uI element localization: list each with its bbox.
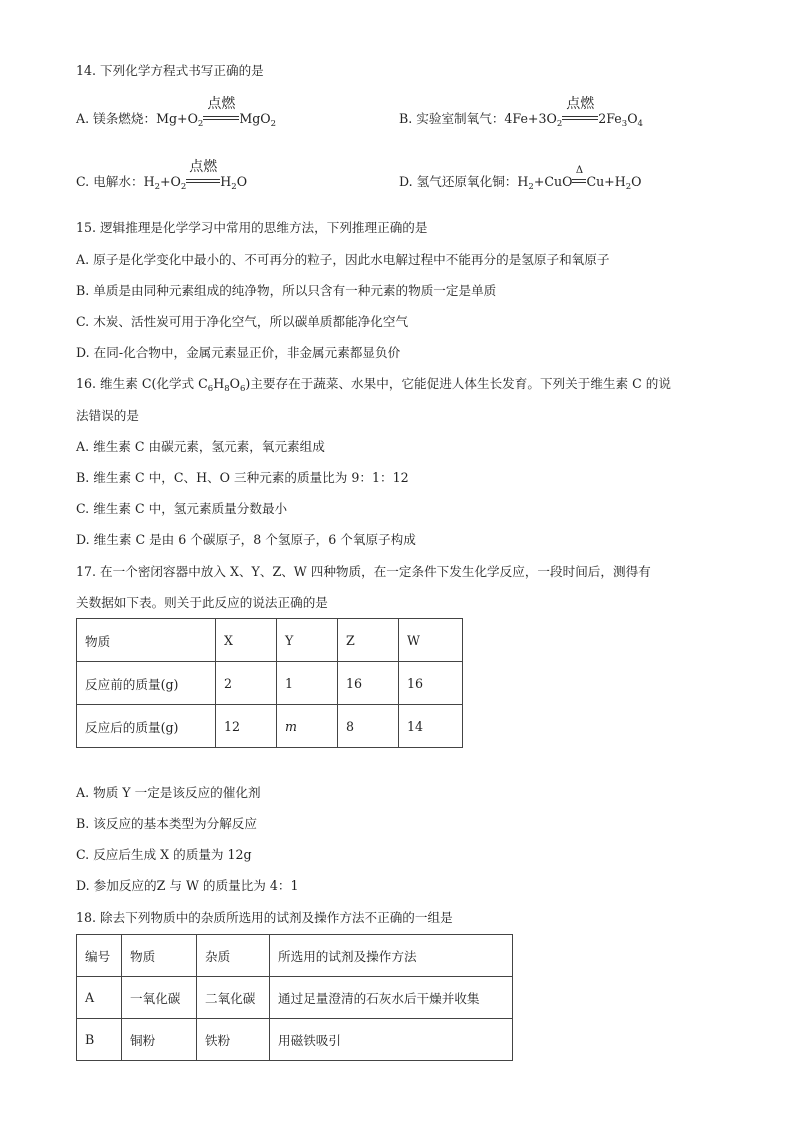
table-cell: 一氧化碳 [122, 977, 197, 1019]
q14-option-b: B. 实验室制氧气：$4Fe+3O_2$ 点燃 $2Fe_3O_4$ [399, 96, 643, 129]
q17-option-a: A. 物质 Y 一定是该反应的催化剂 [76, 785, 261, 800]
table-cell: B [77, 1019, 122, 1061]
q17-option-b: B. 该反应的基本类型为分解反应 [76, 816, 257, 831]
table-cell: Z [338, 619, 399, 662]
q15-stem: 15. 逻辑推理是化学学习中常用的思维方法，下列推理正确的是 [76, 220, 428, 235]
q16-option-d: D. 维生素 C 是由 6 个碳原子，8 个氢原子，6 个氧原子构成 [76, 532, 416, 547]
q18-table [76, 934, 513, 1061]
q17-option-d: D. 参加反应的Z 与 W 的质量比为 4：1 [76, 878, 299, 893]
table-header-row [77, 935, 513, 977]
table-cell: 所选用的试剂及操作方法 [270, 935, 513, 977]
q17-stem-cont: 关数据如下表。则关于此反应的说法正确的是 [76, 595, 328, 610]
table-row [77, 705, 463, 748]
q14-stem: 14. 下列化学方程式书写正确的是 [76, 63, 264, 78]
table-cell: X [216, 619, 277, 662]
table-cell: 铜粉 [122, 1019, 197, 1061]
table-cell: Y [277, 619, 338, 662]
q14-option-d: D. 氢气还原氧化铜：$H_2+CuO$ Δ $Cu+H_2O$ [399, 165, 642, 192]
table-cell: 铁粉 [197, 1019, 270, 1061]
q16-stem: 16. 维生素 C(化学式 $C_6H_8O_6$)主要存在于蔬菜、水果中，它能促进人体生长发育。下列关于维生素 C 的说 [76, 376, 671, 394]
table-cell: 通过足量澄清的石灰水后干燥并收集 [270, 977, 513, 1019]
table-cell: 12 [216, 705, 277, 748]
table-cell: 14 [399, 705, 463, 748]
q16-option-c: C. 维生素 C 中，氢元素质量分数最小 [76, 501, 288, 516]
q15-option-c: C. 木炭、活性炭可用于净化空气，所以碳单质都能净化空气 [76, 314, 409, 329]
table-cell: 用磁铁吸引 [270, 1019, 513, 1061]
table-cell: 二氧化碳 [197, 977, 270, 1019]
table-cell: 物质 [122, 935, 197, 977]
table-cell: m [277, 705, 338, 748]
table-cell: 8 [338, 705, 399, 748]
table-cell: 16 [399, 662, 463, 705]
table-row [77, 662, 463, 705]
q17-option-c: C. 反应后生成 X 的质量为 12g [76, 847, 252, 862]
table-cell: 16 [338, 662, 399, 705]
table-row [77, 977, 513, 1019]
table-cell: 反应前的质量(g) [77, 662, 216, 705]
q16-option-a: A. 维生素 C 由碳元素，氢元素，氧元素组成 [76, 439, 325, 454]
table-cell: 1 [277, 662, 338, 705]
q16-stem-cont: 法错误的是 [76, 408, 139, 423]
q14-option-a: A. 镁条燃烧：$Mg+O_2$ 点燃 MgO$_2$ [76, 96, 277, 129]
q17-stem: 17. 在一个密闭容器中放入 X、Y、Z、W 四种物质，在一定条件下发生化学反应，一段时间后，测得有 [76, 564, 651, 579]
table-cell: A [77, 977, 122, 1019]
table-cell: 反应后的质量(g) [77, 705, 216, 748]
q17-table [76, 618, 463, 748]
q15-option-d: D. 在同-化合物中，金属元素显正价，非金属元素都显负价 [76, 345, 401, 360]
q15-option-b: B. 单质是由同种元素组成的纯净物，所以只含有一种元素的物质一定是单质 [76, 283, 497, 298]
table-cell: 杂质 [197, 935, 270, 977]
table-cell: 编号 [77, 935, 122, 977]
table-row [77, 1019, 513, 1061]
table-cell: 2 [216, 662, 277, 705]
q18-stem: 18. 除去下列物质中的杂质所选用的试剂及操作方法不正确的一组是 [76, 910, 453, 925]
table-cell: W [399, 619, 463, 662]
q14-option-c: C. 电解水：$H_2+O_2$ 点燃 $H_2O$ [76, 159, 248, 192]
table-header-row [77, 619, 463, 662]
table-cell: 物质 [77, 619, 216, 662]
q16-option-b: B. 维生素 C 中，C、H、O 三种元素的质量比为 9：1：12 [76, 470, 409, 485]
q15-option-a: A. 原子是化学变化中最小的、不可再分的粒子，因此水电解过程中不能再分的是氢原子和氧原子 [76, 252, 610, 267]
